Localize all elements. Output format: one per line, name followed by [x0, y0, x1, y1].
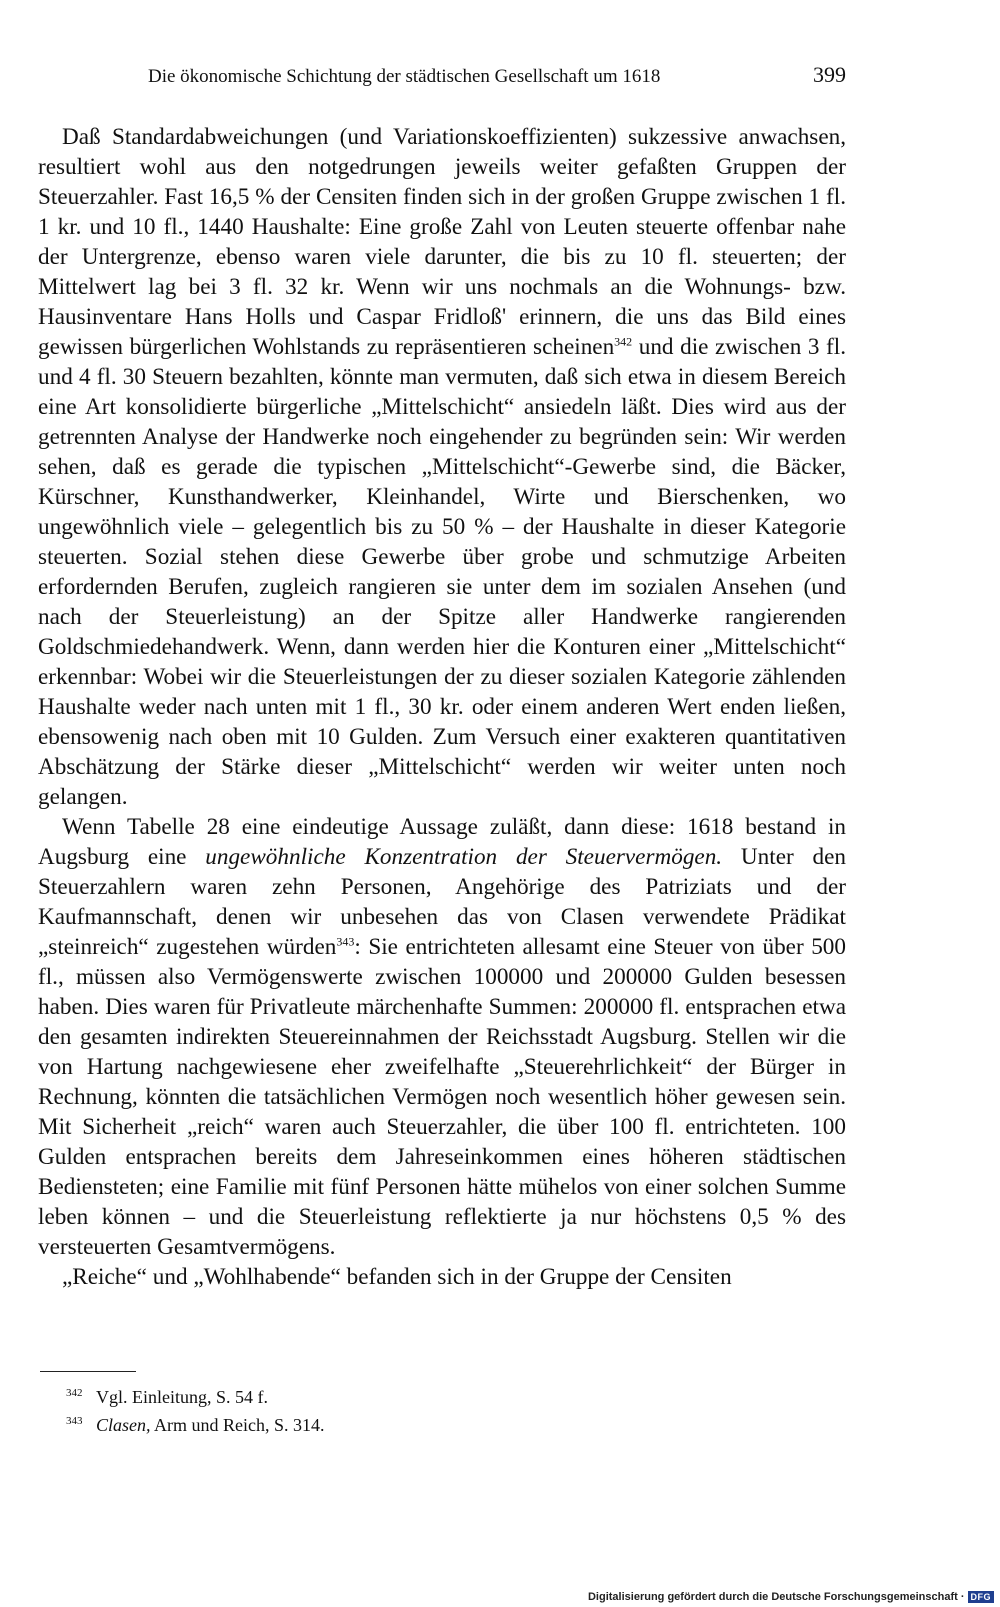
footnote-author: Clasen,	[96, 1415, 151, 1435]
paragraph-3: „Reiche“ und „Wohlhabende“ befanden sich in der Gruppe der Censiten	[62, 1264, 732, 1290]
running-head	[38, 62, 846, 88]
running-title: Die ökonomische Schichtung der städtischen Gesellschaft um 1618	[148, 66, 661, 87]
paragraph-2-emphasis: ungewöhnliche Konzentration der Steuervermögen.	[205, 844, 723, 870]
page-number: 399	[813, 62, 846, 87]
paragraph-2-part-c: : Sie entrichteten allesamt eine Steuer von über 500 fl., müssen also Vermögenswerte zwischen 100000 und 200000 Gulden besessen haben. Dies waren für Privatleute märchenhafte Summen: 200000 fl. entsprachen etwa den gesamten indirekten Steuereinnahmen der Reichsstadt Augsburg. Stellen wir die von Hartung nachgewiesene eher zweifelhafte „Steuerehrlichkeit“ der Bürger in Rechnung, könnten die tatsächlichen Vermögen noch wesentlich höher gewesen sein. Mit Sicherheit „reich“ waren auch Steuerzahler, die über 100 fl. entrichteten. 100 Gulden entsprachen bereits dem Jahreseinkommen eines höheren städtischen Bediensteten; eine Familie mit fünf Personen hätte mühelos von einer solchen Summe leben können – und die Steuerleistung reflektierte ja nur höchstens 0,5 % des versteuerten Gesamtvermögens.	[38, 934, 846, 1260]
footnotes	[66, 1383, 846, 1439]
footnote-ref-342: 342	[614, 334, 633, 349]
paragraph-1-part-b: und die zwischen 3 fl. und 4 fl. 30 Steuern bezahlten, könnte man vermuten, daß sich etwa in diesem Bereich eine Art konsolidierte bürgerliche „Mittelschicht“ ansiedeln läßt. Dies wird aus der getrennten Analyse der Handwerke noch eingehender zu begründen sein: Wir werden sehen, daß es gerade die typischen „Mittelschicht“-Gewerbe sind, die Bäcker, Kürschner, Kunsthandwerker, Kleinhandel, Wirte und Bierschenken, wo ungewöhnlich viele – gelegentlich bis zu 50 % – der Haushalte in dieser Kategorie steuerten. Sozial stehen diese Gewerbe über grobe und schmutzige Arbeiten erfordernden Berufen, zugleich rangieren sie unter dem im sozialen Ansehen (und nach der Steuerleistung) an der Spitze aller Handwerke rangierenden Goldschmiedehandwerk. Wenn, dann werden hier die Konturen einer „Mittelschicht“ erkennbar: Wobei wir die Steuerleistungen der zu dieser sozialen Kategorie zählenden Haushalte weder nach unten mit 1 fl., 30 kr. oder einem anderen Wert enden ließen, ebensowenig nach oben mit 10 Gulden. Zum Versuch einer exakteren quantitativen Abschätzung der Stärke dieser „Mittelschicht“ werden wir weiter unten noch gelangen.	[38, 334, 846, 810]
footnote-342: $^{342}$ Vgl. Einleitung, S. 54 f.	[66, 1387, 268, 1407]
paragraph-2-part-a: Wenn Tabelle 28 eine eindeutige Aussage zuläßt, dann diese: 1618 bestand in Augsburg eine	[38, 814, 846, 870]
paragraph-2	[38, 812, 846, 1262]
footnote-ref-343: 343	[336, 934, 355, 949]
footnote-rule	[40, 1371, 136, 1372]
dfg-logo-icon: DFG	[968, 1591, 995, 1603]
paragraph-1	[38, 122, 846, 812]
footnote-text: Arm und Reich, S. 314.	[150, 1415, 325, 1435]
footnote-343: $^{343}$ Clasen, Arm und Reich, S. 314.	[66, 1415, 325, 1435]
footnote-text: Vgl. Einleitung, S. 54 f.	[96, 1387, 268, 1407]
body-text	[38, 122, 846, 1292]
credit-text: Digitalisierung gefördert durch die Deutsche Forschungsgemeinschaft ·	[587, 1591, 965, 1603]
paragraph-1-part-a: Daß Standardabweichungen (und Variationskoeffizienten) sukzessive anwachsen, resultiert wohl aus den notgedrungen jeweils weiter gefaßten Gruppen der Steuerzahler. Fast 16,5 % der Censiten finden sich in der großen Gruppe zwischen 1 fl. 1 kr. und 10 fl., 1440 Haushalte: Eine große Zahl von Leuten steuerte offenbar nahe der Untergrenze, ebenso waren viele darunter, die bis zu 10 fl. steuerten; der Mittelwert lag bei 3 fl. 32 kr. Wenn wir uns nochmals an die Wohnungs- bzw. Hausinventare Hans Holls und Caspar Fridloß' erinnern, die uns das Bild eines gewissen bürgerlichen Wohlstands zu repräsentieren scheinen	[38, 124, 846, 360]
digitization-credit	[588, 1591, 994, 1603]
paragraph-2-part-b: Unter den Steuerzahlern waren zehn Personen, Angehörige des Patriziats und der Kaufmannschaft, denen wir unbesehen das von Clasen verwendete Prädikat „steinreich“ zugestehen würden	[38, 844, 846, 960]
